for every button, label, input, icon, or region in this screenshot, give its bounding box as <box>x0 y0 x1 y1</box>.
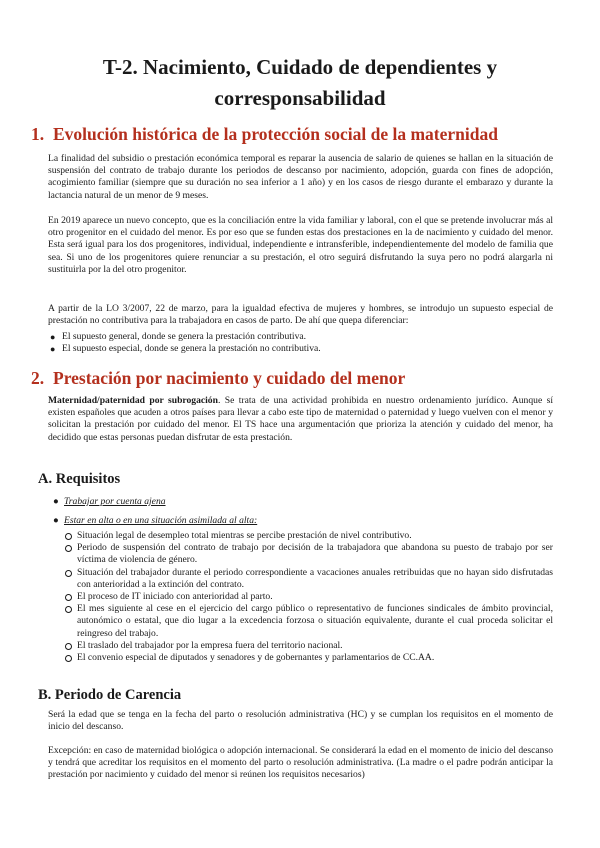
list-item: El traslado del trabajador por la empresa fuera del territorio nacional. <box>64 640 553 652</box>
list-item: El convenio especial de diputados y senadores y de gobernantes y parlamentarios de CC.AA. <box>64 652 553 664</box>
requirements-list <box>48 496 553 508</box>
section-2-heading <box>31 368 571 388</box>
title-line-1: T-2. Nacimiento, Cuidado de dependientes y <box>102 55 498 79</box>
circle-bullet-icon <box>65 545 72 552</box>
subrogation-lead: Maternidad/paternidad por subrogación <box>48 395 218 406</box>
subsection-a-heading: A. Requisitos <box>38 471 121 487</box>
list-item: El proceso de IT iniciado con anterioridad al parto. <box>64 591 553 603</box>
requirement-item: ● Estar en alta o en una situación asimilada al alta: <box>53 515 258 526</box>
circle-bullet-icon <box>65 643 72 650</box>
section-2-title: Prestación por nacimiento y cuidado del menor <box>53 368 406 388</box>
subsection-b-paragraph-1: Será la edad que se tenga en la fecha del parto o resolución administrativa (HC) y se cumplan los requisitos en el momento de inicio del descanso. <box>48 709 553 733</box>
section-1-heading <box>31 124 571 144</box>
requirement-item: ● Trabajar por cuenta ajena <box>53 496 166 507</box>
section-1-title: Evolución histórica de la protección social de la maternidad <box>53 124 498 144</box>
subsection-b-paragraph-2: Excepción: en caso de maternidad biológica o adopción internacional. Se considerará la edad en el momento de inicio del descanso y tendrá que acreditar los requisitos en el momento del parto o resolución administrativa. (La madre o el padre podrán anticipar la prestación por nacimiento y cuidado del menor si reúnen los requisitos necesarios) <box>48 745 553 781</box>
list-item: Situación del trabajador durante el periodo correspondiente a vacaciones anuales retribuidas que no hayan sido disfrutadas con anterioridad a la extinción del contrato. <box>64 567 553 591</box>
title-line-2: corresponsabilidad <box>214 86 386 110</box>
list-item: El mes siguiente al cese en el ejercicio del cargo público o representativo de funciones sindicales de ámbito provincial, autonómico o estatal, que dio lugar a la excedencia forzosa o situación equivalente, durante el cual proceda solicitar el reingreso del trabajo. <box>64 603 553 640</box>
section-1-paragraph-1: La finalidad del subsidio o prestación económica temporal es reparar la ausencia de salario de quienes se hallan en la situación de suspensión del contrato de trabajo durante los periodos de descanso por nacimiento, adopción, guarda con fines de adopción, acogimiento familiar (siempre que su duración no sea inferior a 1 año) y en los casos de riesgo durante el embarazo y durante la lactancia natural de un menor de 9 meses. <box>48 153 553 201</box>
section-1-paragraph-2: En 2019 aparece un nuevo concepto, que es la conciliación entre la vida familiar y laboral, con el que se pretende involucrar más al otro progenitor en el cuidado del menor. Es por eso que se funden estas dos prestaciones en la de nacimiento y cuidado del menor. Esta será igual para los dos progenitores, individual, independiente e intransferible, independientemente del modelo de familia que sea. Si uno de los progenitores quiere renunciar a su prestación, el otro seguirá disfrutando la suya pero no podrá alargarla ni sustituirla por la del otro progenitor. <box>48 215 553 275</box>
section-2-number: 2. <box>31 368 45 388</box>
circle-bullet-icon <box>65 606 72 613</box>
section-1-bullet-list <box>48 331 553 355</box>
bullet-icon: ● <box>53 515 59 526</box>
bullet-icon: ● <box>50 332 56 342</box>
document-title <box>40 52 560 114</box>
bullet-icon: ● <box>50 344 56 355</box>
subsection-b-heading: B. Periodo de Carencia <box>38 687 182 703</box>
circle-bullet-icon <box>65 570 72 577</box>
circle-bullet-icon <box>65 655 72 662</box>
circle-bullet-icon <box>65 533 72 540</box>
section-1-number: 1. <box>31 124 45 144</box>
list-item: Periodo de suspensión del contrato de trabajo por decisión de la trabajadora que abandona su puesto de trabajo por ser víctima de violencia de género. <box>64 542 553 566</box>
assimilated-situations-list <box>64 530 553 664</box>
requirements-list <box>48 515 553 527</box>
circle-bullet-icon <box>65 594 72 601</box>
list-item: Situación legal de desempleo total mientras se percibe prestación de nivel contributivo. <box>64 530 553 542</box>
bullet-icon: ● <box>53 496 59 507</box>
list-item: ● El supuesto especial, donde se genera la prestación no contributiva. <box>50 343 321 355</box>
list-item: ● El supuesto general, donde se genera la prestación contributiva. <box>50 331 307 342</box>
section-1-paragraph-3: A partir de la LO 3/2007, 22 de marzo, para la igualdad efectiva de mujeres y hombres, se introdujo un supuesto especial de prestación no contributiva para la trabajadora en casos de parto. De ahí que quepa diferenciar: <box>48 303 553 327</box>
section-2-paragraph-1: Maternidad/paternidad por subrogación. Se trata de una actividad prohibida en nuestro ordenamiento jurídico. Aunque sí existen españoles que acuden a otros países para llevar a cabo este tipo de maternidad o paternidad y luego vuelven con el menor y solicitan la prestación por cuidado del menor. El TS hace una argumentación que prioriza la atención y cuidado del menor, ha decidido que estas personas puedan disfrutar de esta prestación. <box>48 395 553 443</box>
